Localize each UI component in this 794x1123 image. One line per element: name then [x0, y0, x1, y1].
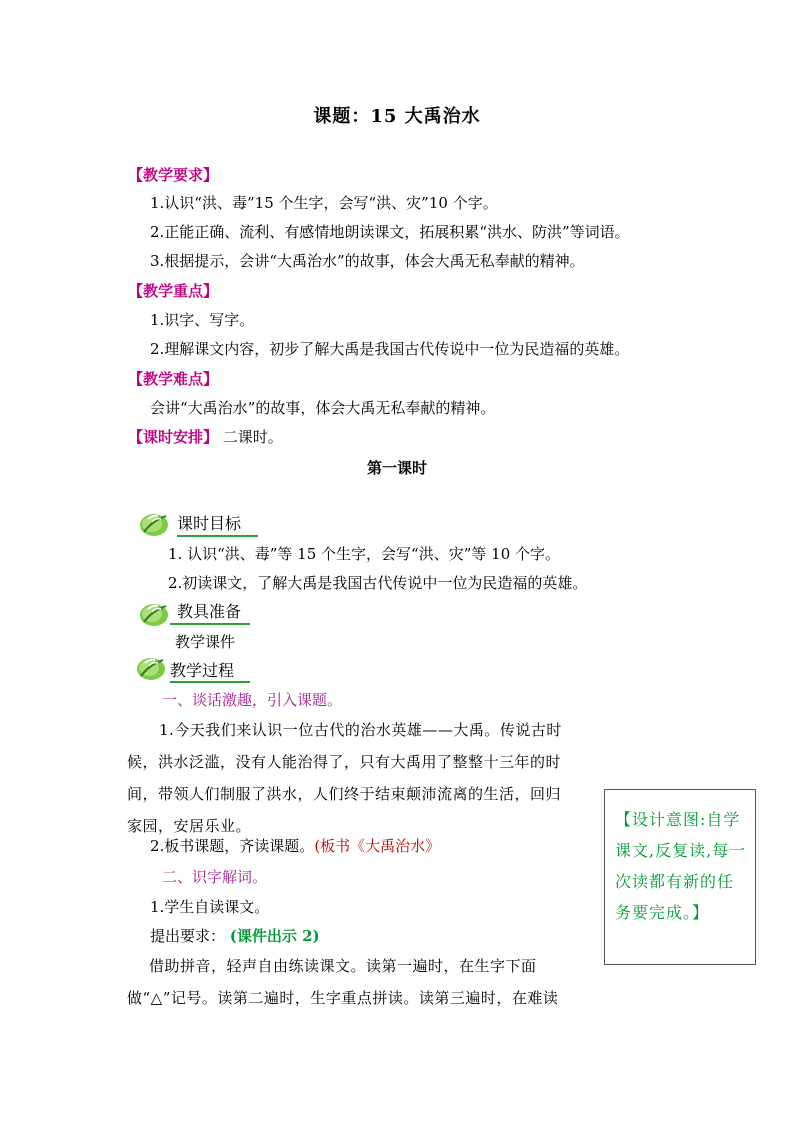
design-intent-box [604, 789, 756, 965]
leaf-icon [138, 600, 170, 628]
schedule-value: 二课时。 [222, 428, 283, 446]
requirements-item-2: 2.正能正确、流利、有感情地朗读课文，拓展积累“洪水、防洪”等词语。 [150, 223, 630, 241]
goals-item-1: 1. 认识“洪、毒”等 15 个生字，会写“洪、灾”等 10 个字。 [168, 545, 561, 563]
key-points-item-1: 1.识字、写字。 [150, 311, 255, 329]
key-points-item-2: 2.理解课文内容，初步了解大禹是我国古代传说中一位为民造福的英雄。 [150, 340, 630, 358]
design-intent-text: 【设计意图:自学课文,反复读,每一次读都有新的任务要完成。】 [615, 810, 747, 922]
step1-item-2-text: 2.板书课题，齐读课题。 [150, 837, 315, 855]
page-title: 课题：15 大禹治水 [313, 106, 481, 127]
requirements-item-3: 3.根据提示，会讲“大禹治水”的故事，体会大禹无私奉献的精神。 [150, 252, 585, 270]
step1-item-2 [150, 836, 440, 856]
step1-heading: 一、谈话激趣，引入课题。 [162, 691, 343, 709]
materials-underline [170, 623, 250, 625]
step1-paragraph: 1.今天我们来认识一位古代的治水英雄——大禹。传说古时候，洪水泛滥，没有人能治得了，只有大禹用了整整十三年的时间，带领人们制服了洪水，人们终于结束颠沛流离的生活，回归家园，安居乐业。 [127, 721, 562, 835]
schedule-heading: 【课时安排】 [128, 428, 219, 446]
step2-requirement [150, 926, 320, 946]
step2-paragraph: 借助拼音，轻声自由练读课文。读第一遍时，在生字下面做“△”记号。读第二遍时，生字重点拼读。读第三遍时，在难读 [127, 957, 559, 1007]
leaf-icon [138, 510, 170, 538]
materials-heading: 教具准备 [177, 602, 242, 621]
step2-requirement-note: (课件出示 2) [229, 927, 320, 945]
key-points-heading: 【教学重点】 [128, 282, 219, 300]
difficulties-heading: 【教学难点】 [128, 370, 219, 388]
schedule-row [128, 427, 283, 447]
step2-heading: 二、识字解词。 [162, 868, 268, 886]
step1-item-2-note: (板书《大禹治水》 [314, 837, 441, 855]
step2-requirement-label: 提出要求： [150, 927, 226, 945]
requirements-heading: 【教学要求】 [128, 166, 219, 184]
process-heading: 教学过程 [170, 661, 235, 680]
materials-value: 教学课件 [175, 633, 236, 651]
goals-item-2: 2.初读课文，了解大禹是我国古代传说中一位为民造福的英雄。 [168, 574, 588, 592]
difficulties-item-1: 会讲“大禹治水”的故事，体会大禹无私奉献的精神。 [150, 399, 496, 417]
goals-heading: 课时目标 [177, 514, 242, 533]
process-underline [170, 681, 250, 683]
lesson-title: 第一课时 [366, 459, 427, 477]
goals-underline [177, 535, 258, 537]
requirements-item-1: 1.认识“洪、毒”15 个生字，会写“洪、灾”10 个字。 [150, 194, 498, 212]
leaf-icon [135, 654, 167, 682]
step2-item-1: 1.学生自读课文。 [150, 898, 270, 916]
